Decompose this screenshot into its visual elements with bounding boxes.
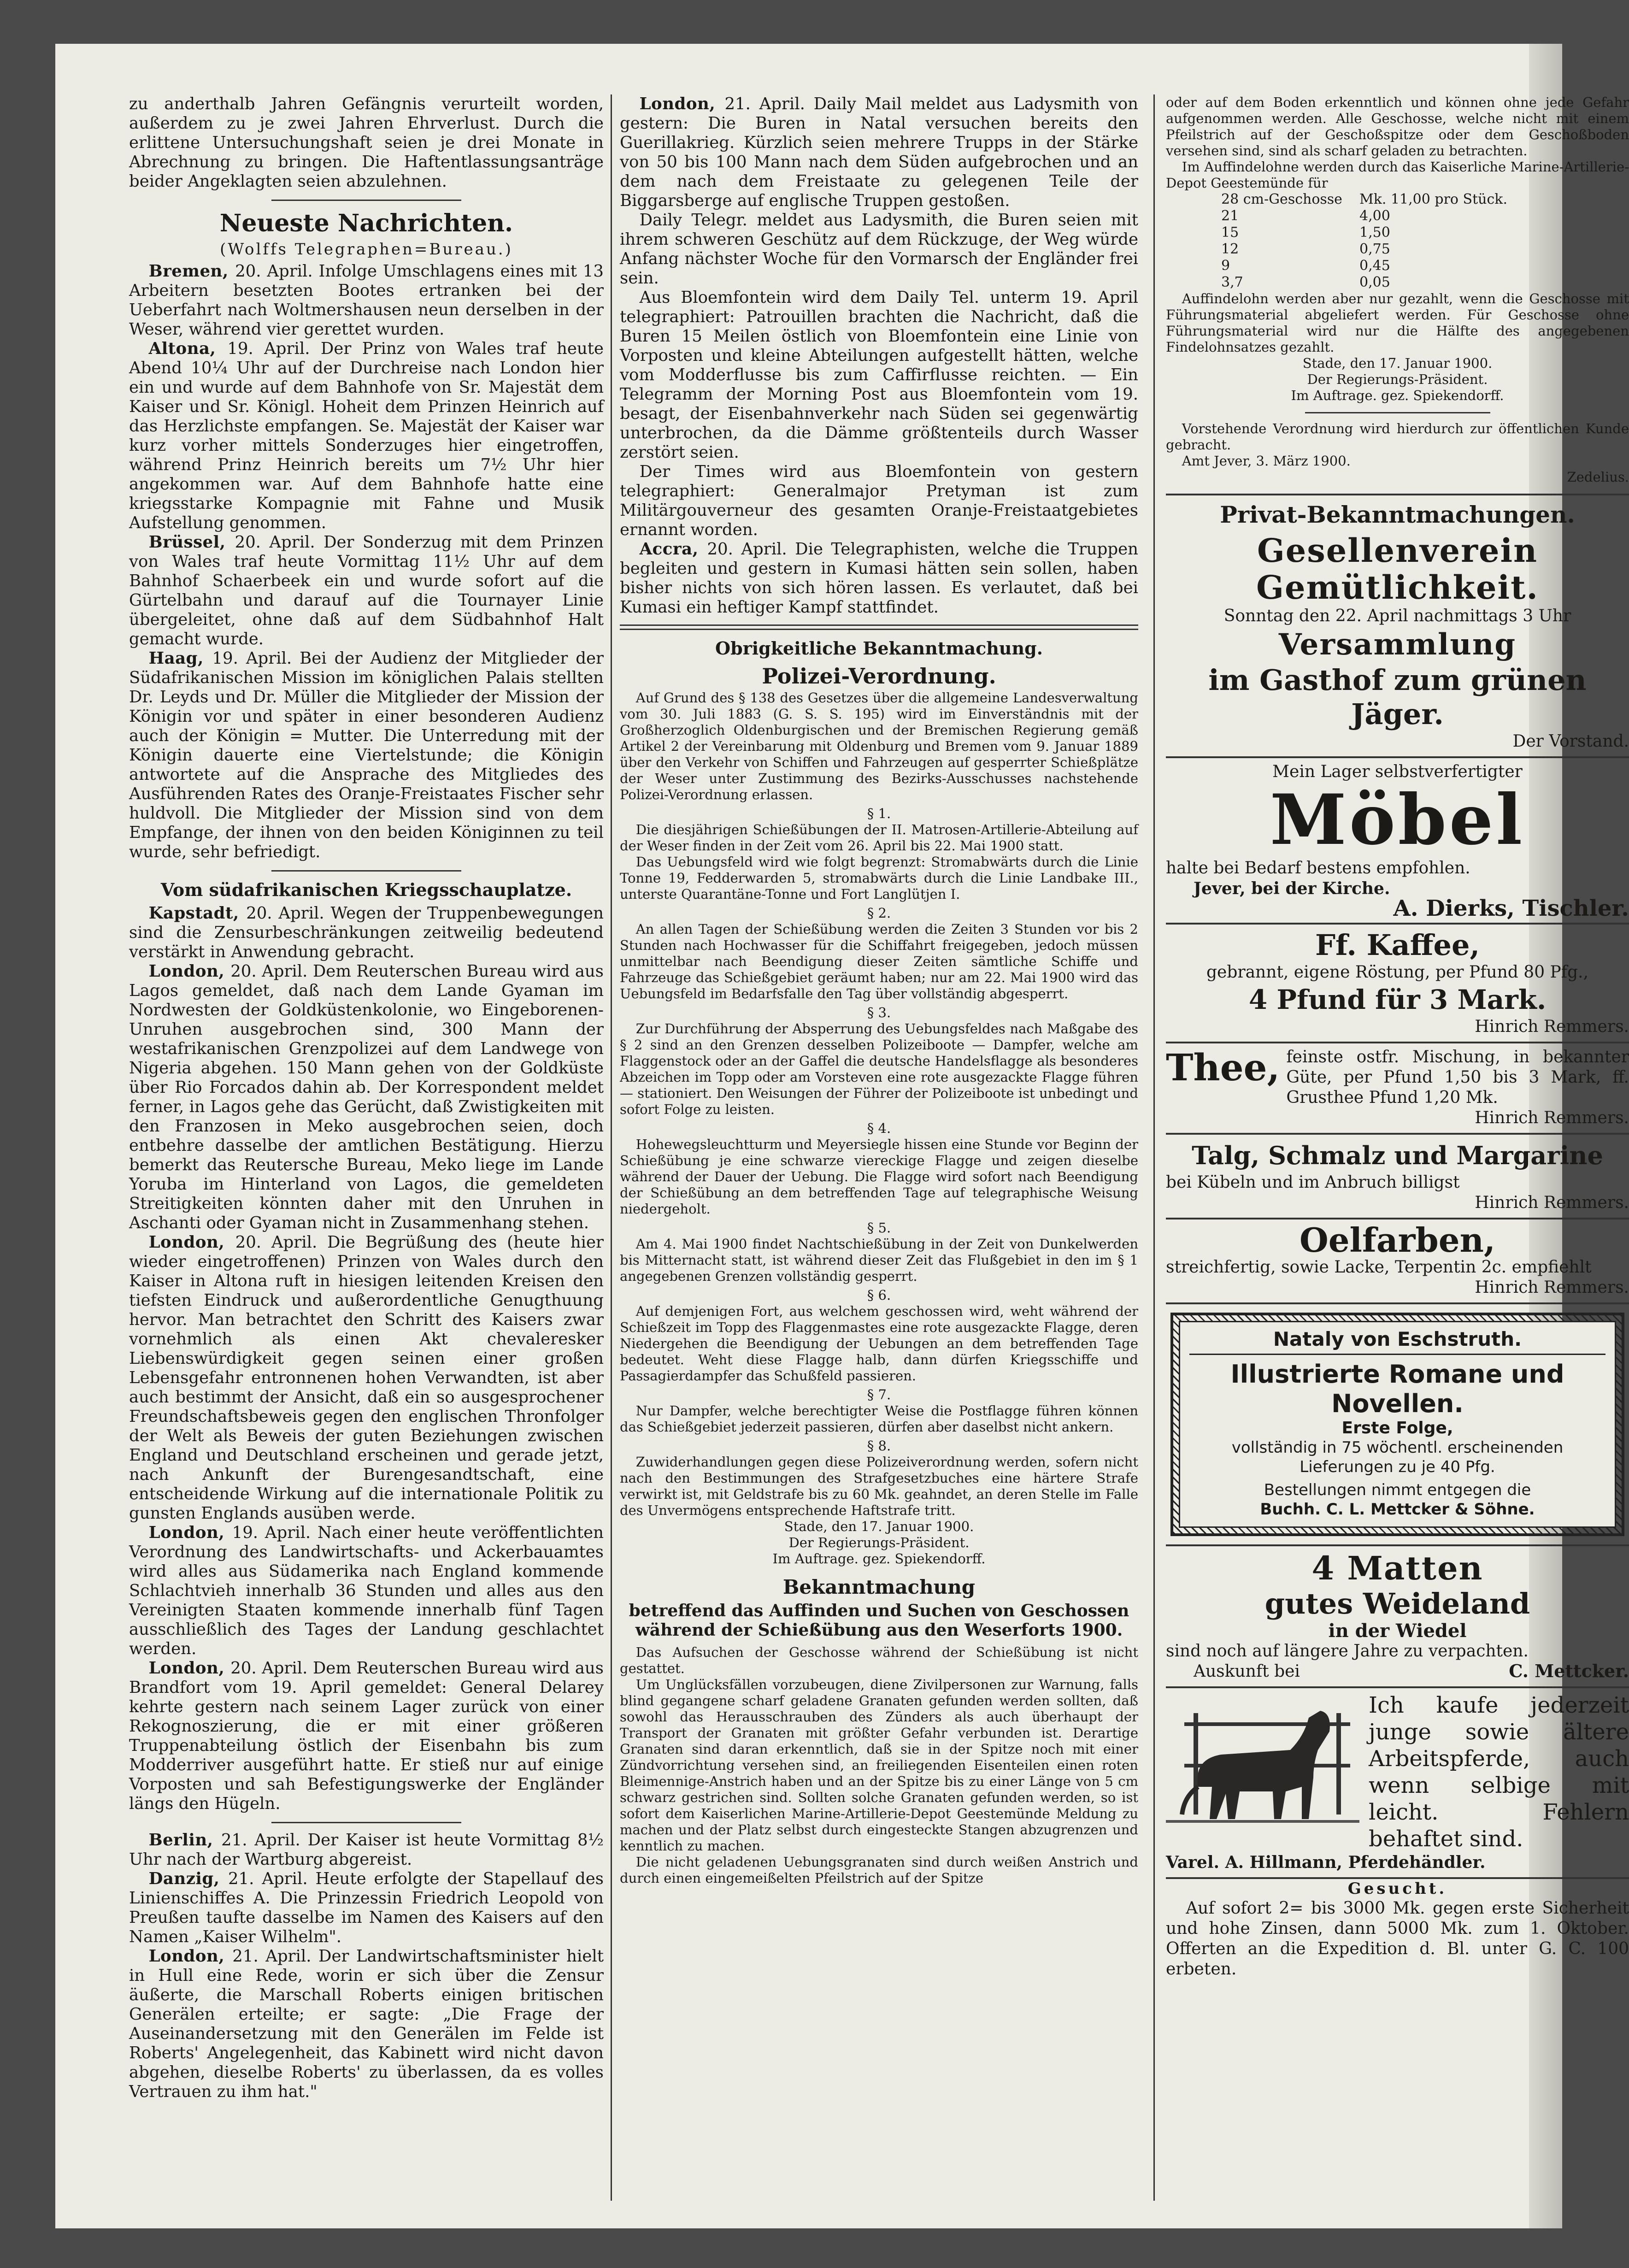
news-item bbox=[620, 540, 1138, 617]
news-text: 21. April. Der Kaiser ist heute Vormittag 8½ Uhr nach der Wartburg abgereist. bbox=[129, 1831, 604, 1869]
ad-author: Nataly von Eschstruth. bbox=[1273, 1328, 1522, 1350]
news-item bbox=[129, 1947, 604, 2102]
ad-title: gutes Weideland bbox=[1264, 1587, 1530, 1620]
section-number: § 8. bbox=[867, 1438, 891, 1454]
ad-place: Jever, bei der Kirche. bbox=[1194, 879, 1390, 898]
ad-shop: Buchh. C. L. Mettcker & Söhne. bbox=[1260, 1500, 1535, 1519]
notice-title: Bekanntmachung bbox=[782, 1576, 976, 1598]
dateline-place: Brüssel, bbox=[148, 533, 235, 552]
divider bbox=[1166, 494, 1629, 495]
ad-talg bbox=[1166, 1135, 1629, 1219]
news-text: 21. April. Heute erfolgte der Stapellauf des Linienschiffes A. Die Prinzessin Friedrich Leopold von Preußen taufte dasselbe im Namen des Kaisers auf den Namen „Kaiser Wilhelm". bbox=[129, 1869, 604, 1946]
ad-signature: Hinrich Remmers. bbox=[1475, 1108, 1629, 1127]
dateline-place: London, bbox=[148, 1233, 235, 1252]
divider bbox=[271, 870, 461, 872]
cont-authority: Der Regierungs-Präsident. bbox=[1307, 371, 1488, 387]
newspaper-page bbox=[55, 44, 1629, 2228]
section-number: § 4. bbox=[867, 1120, 891, 1136]
ad-line: gebrannt, eigene Röstung, per Pfund 80 Pfg., bbox=[1206, 963, 1589, 982]
ad-signature: Hinrich Remmers. bbox=[1475, 1017, 1629, 1036]
ad-signature: Hinrich Remmers. bbox=[1475, 1278, 1629, 1297]
news-text: 20. April. Infolge Umschlagens eines mit 13 Arbeitern besetzten Bootes ertranken bei der Ueberfahrt nach Woltmershausen neun derselben in der Weser, während vier gerettet wurden. bbox=[129, 262, 604, 339]
dateline-place: London, bbox=[148, 1659, 231, 1678]
ad-pferde bbox=[1166, 1688, 1629, 1879]
ad-title: Versammlung bbox=[1278, 627, 1517, 662]
ad-title: Möbel bbox=[1270, 779, 1525, 860]
official-notice-title: Obrigkeitliche Bekanntmachung. bbox=[715, 638, 1043, 659]
column-1 bbox=[129, 94, 604, 2201]
divider bbox=[620, 624, 1138, 630]
horse-illustration bbox=[1166, 1695, 1359, 1833]
news-item bbox=[620, 211, 1138, 288]
news-text: 20. April. Die Begrüßung des (heute hier wieder eingetroffenen) Prinzen von Wales durch den Kaiser in Altona ruft in hiesigen leitenden Kreisen den tiefsten Eindruck und außerordentliche Genugthuung hervor. Man betrachtet den Schritt des Kaisers zwar vornehmlich als einen Akt chevaleresker Liebenswürdigkeit gegen seinen einer großen Lebensgefahr entronnenen hohen Verwandten, ist aber auch bestimmt der Ansicht, daß ein so ausgesprochener Freundschaftsbeweis gegen den englischen Thronfolger der Welt als Beweis der guten Beziehungen zwischen England und Deutschland erscheinen und gerade jetzt, nach Ankunft der Burengesandtschaft, eine entscheidende Wirkung auf die internationale Politik zu gunsten Englands ausüben werde. bbox=[129, 1233, 604, 1523]
section-text: Am 4. Mai 1900 findet Nachtschießübung in der Zeit von Dunkelwerden bis Mitternacht statt, ist während dieser Zeit das Flußgebiet in den im § 1 angegebenen Grenzen vollständig gesperrt. bbox=[620, 1236, 1138, 1284]
ad-title: Gemütlichkeit. bbox=[1256, 568, 1539, 607]
ad-kaffee bbox=[1166, 925, 1629, 1043]
news-text: 19. April. Der Prinz von Wales traf heute Abend 10¼ Uhr auf der Durchreise nach London hier ein und wurde auf dem Bahnhofe von Sr. Majestät dem Kaiser und Sr. Königl. Hoheit dem Prinzen Heinrich auf das Herzlichste empfangen. Se. Majestät der Kaiser war kurz vorher mittels Sonderzuges hier eingetroffen, während Prinz Heinrich bereits um 7½ Uhr hier angekommen war. Auf dem Bahnhofe hatte eine kriegsstarke Kompagnie mit Fahne und Musik Aufstellung genommen. bbox=[129, 339, 604, 532]
news-text: 19. April. Bei der Audienz der Mitglieder der Südafrikanischen Mission im königlichen Palais stellten Dr. Leyds und Dr. Müller die Mitglieder der Mission der Königin vor und später in einer besonderen Audienz auch der Königin = Mutter. Die Unterredung mit der Königin dauerte eine Viertelstunde; die Königin antwortete auf die Ansprache des Mitgliedes des Ausführenden Rates des Oranje-Freistaates Fischer sehr huldvoll. Die Mitglieder der Mission sind von dem Empfange, der ihnen von den beiden Königinnen zu teil wurde, sehr befriedigt. bbox=[129, 649, 604, 861]
ad-title: Illustrierte Romane und Novellen. bbox=[1230, 1360, 1564, 1418]
notice-paragraphs bbox=[620, 1644, 1138, 1886]
reward-row bbox=[1221, 258, 1629, 274]
ad-weideland bbox=[1166, 1544, 1629, 1688]
late-items bbox=[129, 1831, 604, 2102]
ad-line: streichfertig, sowie Lacke, Terpentin 2c. empfiehlt bbox=[1166, 1258, 1592, 1277]
private-notices-title: Privat-Bekanntmachungen. bbox=[1220, 501, 1575, 528]
section-text: Nur Dampfer, welche berechtigter Weise die Postflagge führen können das Schießgebiet jederzeit passieren, dürfen aber daselbst nicht ankern. bbox=[620, 1403, 1138, 1435]
dateline-place: London, bbox=[148, 962, 231, 981]
section-title-news: Neueste Nachrichten. bbox=[219, 209, 513, 237]
section-number: § 5. bbox=[867, 1220, 891, 1236]
news-text: Aus Bloemfontein wird dem Daily Tel. unterm 19. April telegraphiert: Patrouillen brachten die Nachricht, daß die Buren 15 Meilen östlich von Bloemfontein eine Linie von Vorposten und kleine Abteilungen aufgestellt hätten, welche vom Modderflusse bis zum Caffirflusse reichten. — Ein Telegramm der Morning Post aus Bloemfontein vom 19. besagt, der Eisenbahnverkehr nach Süden sei gegenwärtig unterbrochen, da die Dämme größtenteils durch Wasser zerstört seien. bbox=[620, 288, 1138, 462]
cont-date: Stade, den 17. Januar 1900. bbox=[1302, 355, 1493, 371]
ad-gesellenverein bbox=[1166, 529, 1629, 758]
dateline-place: London, bbox=[148, 1947, 233, 1966]
ad-order: Bestellungen nimmt entgegen die bbox=[1264, 1481, 1531, 1499]
ad-title: in der Wiedel bbox=[1328, 1620, 1467, 1642]
publish-note: Vorstehende Verordnung wird hierdurch zur öffentlichen Kunde gebracht. bbox=[1166, 421, 1629, 453]
news-text: 20. April. Dem Reuterschen Bureau wird aus Brandfort vom 19. April gemeldet: General Delarey kehrte gestern nach seinem Lager zurück von einer Rekognoszierung, die er mit einer größeren Truppenabteilung östlich der Eisenbahn bis zum Modderriver ausgeführt hatte. Er stieß nur auf einige Vorposten und sah Befestigungswerke der Engländer längs den Hügeln. bbox=[129, 1659, 604, 1813]
police-ordinance-title: Polizei-Verordnung. bbox=[762, 664, 996, 689]
column-rule bbox=[611, 94, 612, 2201]
reward-caliber: 21 bbox=[1221, 208, 1239, 224]
ad-title: im Gasthof zum grünen Jäger. bbox=[1208, 663, 1587, 731]
dateline-place: Accra, bbox=[639, 540, 707, 559]
ad-title: Talg, Schmalz und Margarine bbox=[1192, 1141, 1603, 1170]
column-rule bbox=[1153, 94, 1155, 2201]
reward-amount: Mk. 11,00 pro Stück. bbox=[1359, 191, 1507, 207]
news-text: Daily Telegr. meldet aus Ladysmith, die Buren seien mit ihrem schweren Geschütz auf dem Rückzuge, der Weg würde Anfang nächster Woche für den Vormarsch der Engländer frei sein. bbox=[620, 211, 1138, 288]
news-source: (Wolffs Telegraphen=Bureau.) bbox=[220, 240, 513, 259]
ad-text: Auf sofort 2= bis 3000 Mk. gegen erste Sicherheit und hohe Zinsen, dann 5000 Mk. zum 1. Oktober. Offerten an die Expedition d. Bl. unter G. C. 100 erbeten. bbox=[1166, 1899, 1629, 1979]
news-item bbox=[129, 1523, 604, 1659]
article-continuation: zu anderthalb Jahren Gefängnis verurteilt worden, außerdem zu je zwei Jahren Ehrverlust. Durch die erlittene Untersuchungshaft seien je drei Monate in Abrechnung zu bringen. Die Haftentlassungsanträge beider Angeklagten seien abzulehnen. bbox=[129, 94, 604, 191]
news-item bbox=[129, 1233, 604, 1523]
reward-amount: 4,00 bbox=[1359, 208, 1390, 224]
reward-row bbox=[1221, 274, 1629, 291]
dateline-place: Altona, bbox=[148, 339, 228, 358]
section-text: Auf demjenigen Fort, aus welchem geschossen wird, weht während der Schießzeit im Topp des Flaggenmastes eine rote ausgezackte Flagge, deren Niedergehen die Beendigung der Uebungen an dem betreffenden Tage bedeutet. Weht diese Flagge halb, dann dürfen Kriegsschiffe und Passagierdampfer das Schußfeld passieren. bbox=[620, 1303, 1138, 1384]
dateline-place: Berlin, bbox=[148, 1831, 222, 1850]
section-text: Das Uebungsfeld wird wie folgt begrenzt: Stromabwärts durch die Linie Tonne 19, Fedderwarden 5, stromabwärts durch die Linie Landbake III., unterste Quarantäne-Tonne und Fort Langlütjen I. bbox=[620, 854, 1138, 902]
reward-row bbox=[1221, 241, 1629, 258]
reward-amount: 0,05 bbox=[1359, 274, 1390, 290]
ad-line: Mein Lager selbstverfertigter bbox=[1272, 762, 1523, 781]
reward-amount: 0,45 bbox=[1359, 258, 1390, 274]
ad-title: Gesucht. bbox=[1347, 1879, 1447, 1898]
news-item bbox=[620, 288, 1138, 462]
news-item bbox=[129, 339, 604, 533]
ad-title: Thee, bbox=[1166, 1046, 1280, 1089]
news-text: 21. April. Daily Mail meldet aus Ladysmith von gestern: Die Buren in Natal versuchen bereits den Guerillakrieg. Kürzlich seien mehrere Trupps in der Stärke von 50 bis 100 Mann nach dem Süden aufgebrochen und an dem nach dem Freistaate zu gelegenen Teile der Biggarsberge auf englische Truppen gestoßen. bbox=[620, 94, 1138, 210]
news-item bbox=[129, 533, 604, 649]
reward-caliber: 9 bbox=[1221, 258, 1230, 274]
news-text: 20. April. Wegen der Truppenbewegungen sind die Zensurbeschränkungen zeitweilig bedeutend verstärkt in Anwendung gebracht. bbox=[129, 904, 604, 961]
ad-line: halte bei Bedarf bestens empfohlen. bbox=[1166, 859, 1470, 878]
section-text: Zur Durchführung der Absperrung des Uebungsfeldes nach Maßgabe des § 2 sind an den Grenzen desselben Polizeiboote — Dampfer, welche am Flaggenstock oder an der Gaffel die deutsche Handelsflagge als besonderes Abzeichen im Topp oder am Vorsteven eine rote ausgezackte Flagge führen — stationiert. Den Weisungen der Führer der Polizeiboote ist unbedingt und sofort Folge zu leisten. bbox=[620, 1021, 1138, 1117]
reward-conditions: Auffindelohn werden aber nur gezahlt, wenn die Geschosse mit Führungsmaterial abgeliefert werden. Für Geschosse ohne Führungsmaterial wird nur die Hälfte des angegebenen Findelohnsatzes gezahlt. bbox=[1166, 291, 1629, 355]
ad-eschstruth bbox=[1179, 1321, 1616, 1528]
divider bbox=[1305, 412, 1490, 413]
section-number: § 7. bbox=[867, 1387, 891, 1402]
ad-text: Ich kaufe jederzeit junge sowie ältere Arbeitspferde, auch wenn selbige mit leicht. Fehlern behaftet sind. bbox=[1369, 1692, 1629, 1852]
news-item bbox=[620, 94, 1138, 211]
section-text: Die diesjährigen Schießübungen der II. Matrosen-Artillerie-Abteilung auf der Weser finden in der Zeit vom 26. April bis 22. Mai 1900 statt. bbox=[620, 822, 1138, 854]
ad-title: Oelfarben, bbox=[1299, 1220, 1495, 1260]
news-item bbox=[620, 462, 1138, 540]
divider bbox=[271, 200, 461, 201]
ad-line: feinste ostfr. Mischung, in bekannter Güte, per Pfund 1,50 bis 3 Mark, ff. Grusthee Pfund 1,20 Mk. bbox=[1286, 1048, 1629, 1107]
dateline-place: Bremen, bbox=[148, 262, 235, 281]
ordinance-sections bbox=[620, 806, 1138, 1519]
section-number: § 1. bbox=[867, 806, 891, 821]
dateline-place: Danzig, bbox=[148, 1869, 228, 1888]
ad-line: sind noch auf längere Jahre zu verpachten. bbox=[1166, 1642, 1529, 1661]
publish-date: Amt Jever, 3. März 1900. bbox=[1182, 453, 1351, 469]
reward-amount: 0,75 bbox=[1359, 241, 1390, 257]
section-number: § 3. bbox=[867, 1005, 891, 1020]
news-item bbox=[129, 262, 604, 339]
reward-row bbox=[1221, 208, 1629, 224]
dateline-place: Haag, bbox=[148, 649, 212, 668]
cont-signed: Im Auftrage. gez. Spiekendorff. bbox=[1291, 388, 1504, 403]
ad-signature: Der Vorstand. bbox=[1512, 732, 1629, 751]
ad-thee bbox=[1166, 1043, 1629, 1135]
ad-title: 4 Pfund für 3 Mark. bbox=[1248, 984, 1547, 1015]
notice-paragraph: Die nicht geladenen Uebungsgranaten sind durch weißen Anstrich und durch einen eingemeißelten Pfeilstrich auf der Spitze bbox=[620, 1854, 1138, 1886]
column-3 bbox=[1166, 94, 1629, 2201]
news-item bbox=[129, 649, 604, 862]
ad-line: Sonntag den 22. April nachmittags 3 Uhr bbox=[1223, 607, 1571, 625]
reward-row bbox=[1221, 191, 1629, 208]
notice-paragraph: Das Aufsuchen der Geschosse während der Schießübung ist nicht gestattet. bbox=[620, 1644, 1138, 1676]
ad-signature: Varel. A. Hillmann, Pferdehändler. bbox=[1166, 1853, 1486, 1872]
ad-gesucht bbox=[1166, 1879, 1629, 1979]
ad-oelfarben bbox=[1166, 1219, 1629, 1304]
ad-eschstruth-frame bbox=[1170, 1313, 1624, 1536]
notice-continuation: oder auf dem Boden erkenntlich und können ohne jede Gefahr aufgenommen werden. Alle Geschosse, welche nicht mit einem Pfeilstrich auf der Geschoßspitze oder dem Geschoßboden versehen sind, sind als scharf geladen zu betrachten. bbox=[1166, 94, 1629, 159]
police-authority: Der Regierungs-Präsident. bbox=[788, 1535, 970, 1550]
ad-line: bei Kübeln und im Anbruch billigst bbox=[1166, 1173, 1460, 1192]
divider bbox=[271, 1822, 461, 1823]
dateline-place: Kapstadt, bbox=[148, 904, 247, 923]
news-item bbox=[129, 904, 604, 962]
reward-caliber: 3,7 bbox=[1221, 274, 1243, 290]
news-text: 20. April. Dem Reuterschen Bureau wird aus Lagos gemeldet, daß nach dem Lande Gyaman im Nordwesten der Goldküstenkolonie, wo Eingeborenen-Unruhen ausgebrochen sind, 300 Mann der westafrikanischen Grenzpolizei auf dem Landwege von Nigeria abgehen. 150 Mann gehen von der Goldküste über Rio Forcados dahin ab. Der Korrespondent meldet ferner, in Lagos gehe das Gerücht, daß Zwistigkeiten mit den Franzosen in Meko ausgebrochen seien, doch entbehre dasselbe der amtlichen Bestätigung. Hierzu bemerkt das Reutersche Bureau, Meko liege im Lande Yoruba im Hinterland von Lagos, die gemeldeten Streitigkeiten könnten daher mit den Unruhen in Aschanti oder Gyaman nicht in Zusammenhang stehen. bbox=[129, 962, 604, 1232]
reward-caliber: 12 bbox=[1221, 241, 1239, 257]
news-item bbox=[129, 1869, 604, 1947]
war-items bbox=[129, 904, 604, 1814]
ad-series: Erste Folge, bbox=[1341, 1419, 1453, 1437]
police-date: Stade, den 17. Januar 1900. bbox=[784, 1519, 974, 1534]
ad-signature: A. Dierks, Tischler. bbox=[1393, 895, 1629, 921]
ad-signature: C. Mettcker. bbox=[1509, 1661, 1629, 1681]
reward-intro: Im Auffindelohne werden durch das Kaiserliche Marine-Artillerie-Depot Geestemünde für bbox=[1166, 159, 1629, 191]
reward-table bbox=[1166, 191, 1629, 291]
section-number: § 6. bbox=[867, 1287, 891, 1303]
dateline-place: London, bbox=[639, 94, 725, 113]
ad-title: Gesellenverein bbox=[1257, 531, 1538, 570]
news-items bbox=[129, 262, 604, 862]
column-2 bbox=[620, 94, 1138, 2201]
police-intro: Auf Grund des § 138 des Gesetzes über die allgemeine Landesverwaltung vom 30. Juli 1883 (G. S. S. 195) wird im Einverständnis mit der Großherzoglich Oldenburgischen und der Bremischen Regierung gemäß Artikel 2 der Vereinbarung mit Oldenburg und Bremen vom 9. Januar 1889 über den Verkehr von Schiffen und Fahrzeugen auf gesperrter Schießplätze der Weser unter Zustimmung des Bezirks-Ausschusses nachstehende Polizei-Verordnung erlassen. bbox=[620, 690, 1138, 802]
section-text: Zuwiderhandlungen gegen diese Polizeiverordnung werden, sofern nicht nach den Bestimmungen des Strafgesetzbuches eine härtere Strafe verwirkt ist, mit Geldstrafe bis zu 60 Mk. geahndet, an deren Stelle im Falle des Unvermögens entsprechende Haftstrafe tritt. bbox=[620, 1454, 1138, 1518]
ad-signature: Hinrich Remmers. bbox=[1475, 1193, 1629, 1212]
section-text: Hohewegsleuchtturm und Meyersiegle hissen eine Stunde vor Beginn der Schießübung je eine schwarze viereckige Flagge und zeigen dieselbe während der Dauer der Uebung. Die Flagge wird sofort nach Beendigung der Schießübung an dem betreffenden Tage auf telegraphische Weisung niedergeholt. bbox=[620, 1137, 1138, 1217]
news-item bbox=[129, 1831, 604, 1869]
reward-amount: 1,50 bbox=[1359, 224, 1390, 241]
news-text: 20. April. Die Telegraphisten, welche die Truppen begleiten und gestern in Kumasi hätten sein sollen, haben bisher nichts von sich hören lassen. Es verlautet, daß bei Kumasi ein heftiger Kampf stattfindet. bbox=[620, 540, 1138, 617]
ad-moebel bbox=[1166, 758, 1629, 925]
reward-row bbox=[1221, 224, 1629, 241]
news-text: 21. April. Der Landwirtschaftsminister hielt in Hull eine Rede, worin er sich über die Zensur äußerte, die Marschall Roberts einigen britischen Generälen erteilte; er sagte: „Die Frage der Auseinandersetzung mit den Generälen im Felde ist Roberts' Angelegenheit, das Kabinett wird nicht davon abgehen, dieselbe Roberts' zu überlassen, da es volles Vertrauen zu ihm hat." bbox=[129, 1947, 604, 2101]
news-item bbox=[129, 962, 604, 1233]
section-title-war: Vom südafrikanischen Kriegsschauplatze. bbox=[160, 879, 572, 900]
section-number: § 2. bbox=[867, 905, 891, 921]
publish-signed: Zedelius. bbox=[1567, 469, 1629, 485]
news-text: 19. April. Nach einer heute veröffentlichten Verordnung des Landwirtschafts- und Ackerbauamtes wird alles aus Südamerika nach England kommende Schlachtvieh innerhalb 36 Stunden und alles aus den Vereinigten Staaten kommende innerhalb fünf Tagen ausschließlich des Tages der Landung geschlachtet werden. bbox=[129, 1523, 604, 1658]
notice-paragraph: Um Unglücksfällen vorzubeugen, diene Zivilpersonen zur Warnung, falls blind gegangene scharf geladene Granaten gefunden werden sollten, daß sowohl das Herausschrauben des Zünders als auch überhaupt der Transport der Granaten mit größter Gefahr verbunden ist. Derartige Granaten sind daran erkenntlich, daß sie in der Spitze noch mit einer Zündvorrichtung versehen sind, an freiliegenden Eisenteilen einen roten Bleimennige-Anstrich haben und an der Spitze bis zu einer Länge von 5 cm schwarz gestrichen sind. Sollten solche Granaten gefunden werden, so ist sofort dem Kaiserlichen Marine-Artillerie-Depot Geestemünde Meldung zu machen und der Platz selbst durch eingesteckte Stangen abzugrenzen und kenntlich zu machen. bbox=[620, 1677, 1138, 1854]
police-signed: Im Auftrage. gez. Spiekendorff. bbox=[772, 1551, 986, 1567]
section-text: An allen Tagen der Schießübung werden die Zeiten 3 Stunden vor bis 2 Stunden nach Hochwasser für die Schiffahrt freigegeben, jedoch müssen unmittelbar nach Beendigung dieser Zeiten sämtliche Schiffe und Fahrzeuge das Schießgebiet geräumt haben; nur am 22. Mai 1900 wird das Uebungsfeld im Bedarfsfalle den Tag über vollständig abgesperrt. bbox=[620, 921, 1138, 1001]
dateline-place: London, bbox=[148, 1523, 232, 1542]
reward-caliber: 28 cm-Geschosse bbox=[1221, 191, 1342, 207]
reward-caliber: 15 bbox=[1221, 224, 1239, 241]
news-text: 20. April. Der Sonderzug mit dem Prinzen von Wales traf heute Vormittag 11½ Uhr auf dem Bahnhof Schaerbeek ein und wurde sofort auf die Gürtelbahn und darauf auf die Tournayer Linie übergeleitet, ohne daß auf dem Südbahnhof Halt gemacht wurde. bbox=[129, 533, 604, 648]
ad-line: vollständig in 75 wöchentl. erscheinenden Lieferungen zu je 40 Pfg. bbox=[1231, 1438, 1564, 1476]
news-items bbox=[620, 94, 1138, 617]
ad-info: Auskunft bei bbox=[1194, 1662, 1300, 1681]
notice-subtitle: betreffend das Auffinden und Suchen von Geschossen während der Schießübung aus den Weserforts 1900. bbox=[629, 1601, 1129, 1640]
ad-title: Ff. Kaffee, bbox=[1315, 928, 1480, 962]
news-text: Der Times wird aus Bloemfontein von gestern telegraphiert: Generalmajor Pretyman ist zum Militärgouverneur des gesamten Oranje-Freistaatgebietes ernannt worden. bbox=[620, 462, 1138, 539]
news-item bbox=[129, 1659, 604, 1814]
ad-title: 4 Matten bbox=[1311, 1549, 1483, 1587]
